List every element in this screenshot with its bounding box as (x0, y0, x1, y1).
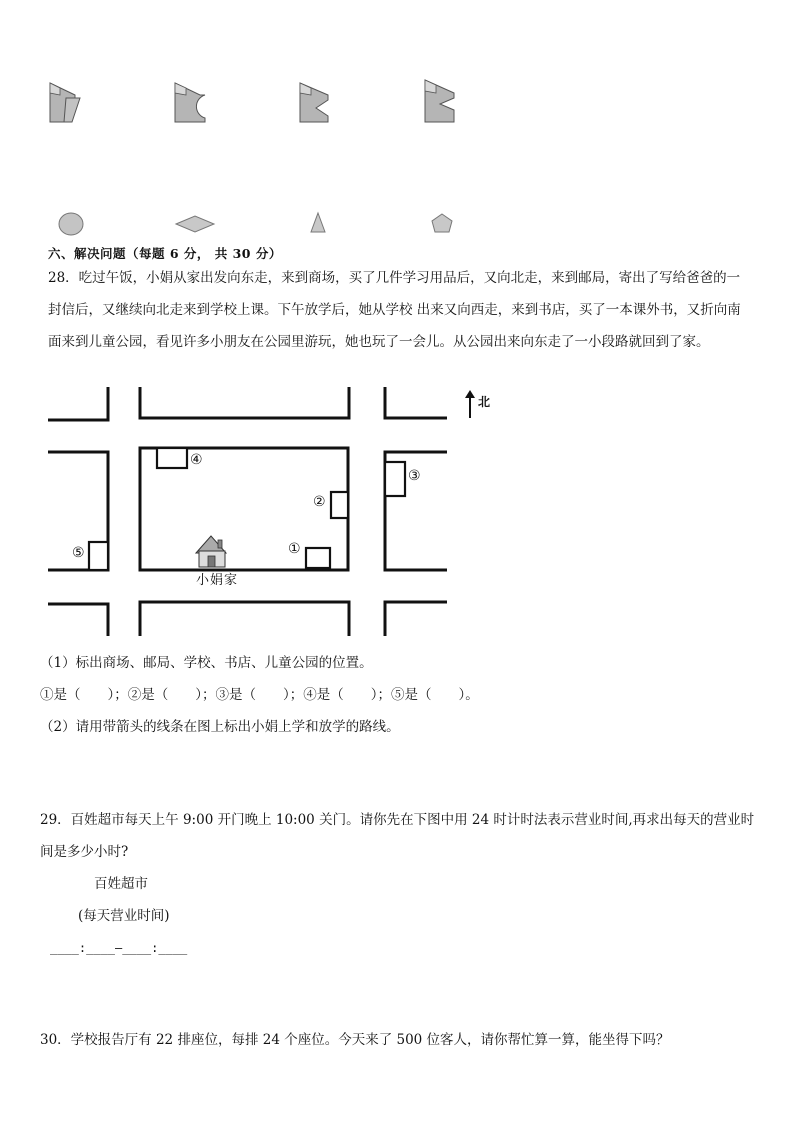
marker-2: ② (313, 494, 326, 510)
building-3 (385, 462, 405, 496)
time-blank[interactable]: ____:____—____:____ (50, 941, 188, 955)
north-label: 北 (478, 395, 491, 409)
marker-5: ⑤ (72, 545, 85, 561)
q28-line-1: 28．吃过午饭，小娟从家出发向东走，来到商场，买了几件学习用品后，又向北走，来到邮局，寄出了写给爸爸的一 (48, 270, 741, 286)
building-1 (306, 548, 330, 568)
building-2 (331, 492, 348, 518)
store-sign-title: 百姓超市 (94, 876, 148, 892)
north-arrow-icon (465, 390, 475, 418)
section-header: 六、解决问题（每题 6 分， 共 30 分） (48, 246, 282, 261)
building-4 (157, 448, 187, 468)
marker-4: ④ (190, 452, 203, 468)
q29-line-1: 29．百姓超市每天上午 9:00 开门晚上 10:00 关门。请你先在下图中用 24 时计时法表示营业时间,再求出每天的营业时 (40, 812, 755, 828)
home-label: 小娟家 (196, 573, 239, 588)
house-icon (196, 536, 226, 567)
building-5 (89, 542, 108, 570)
q28-line-2: 封信后，又继续向北走来到学校上课。下午放学后，她从学校 出来又向西走，来到书店，买了一本课外书，又折向南 (48, 302, 741, 318)
q29-line-2: 间是多少小时? (40, 844, 129, 860)
store-sign-hours-label: (每天营业时间) (78, 908, 170, 924)
marker-3: ③ (408, 468, 421, 484)
q28-line-3: 面来到儿童公园，看见许多小朋友在公园里游玩，她也玩了一会儿。从公园出来向东走了一小段路就回到了家。 (48, 334, 710, 350)
q28-sub-2: （2）请用带箭头的线条在图上标出小娟上学和放学的路线。 (40, 719, 400, 735)
marker-1: ① (288, 541, 301, 557)
q30-line-1: 30．学校报告厅有 22 排座位，每排 24 个座位。今天来了 500 位客人，请你帮忙算一算，能坐得下吗？ (40, 1032, 670, 1048)
q28-sub-1: （1）标出商场、邮局、学校、书店、儿童公园的位置。 (40, 655, 373, 671)
q28-blanks: ①是（ ）；②是（ ）；③是（ ）；④是（ ）；⑤是（ ）。 (40, 687, 479, 703)
